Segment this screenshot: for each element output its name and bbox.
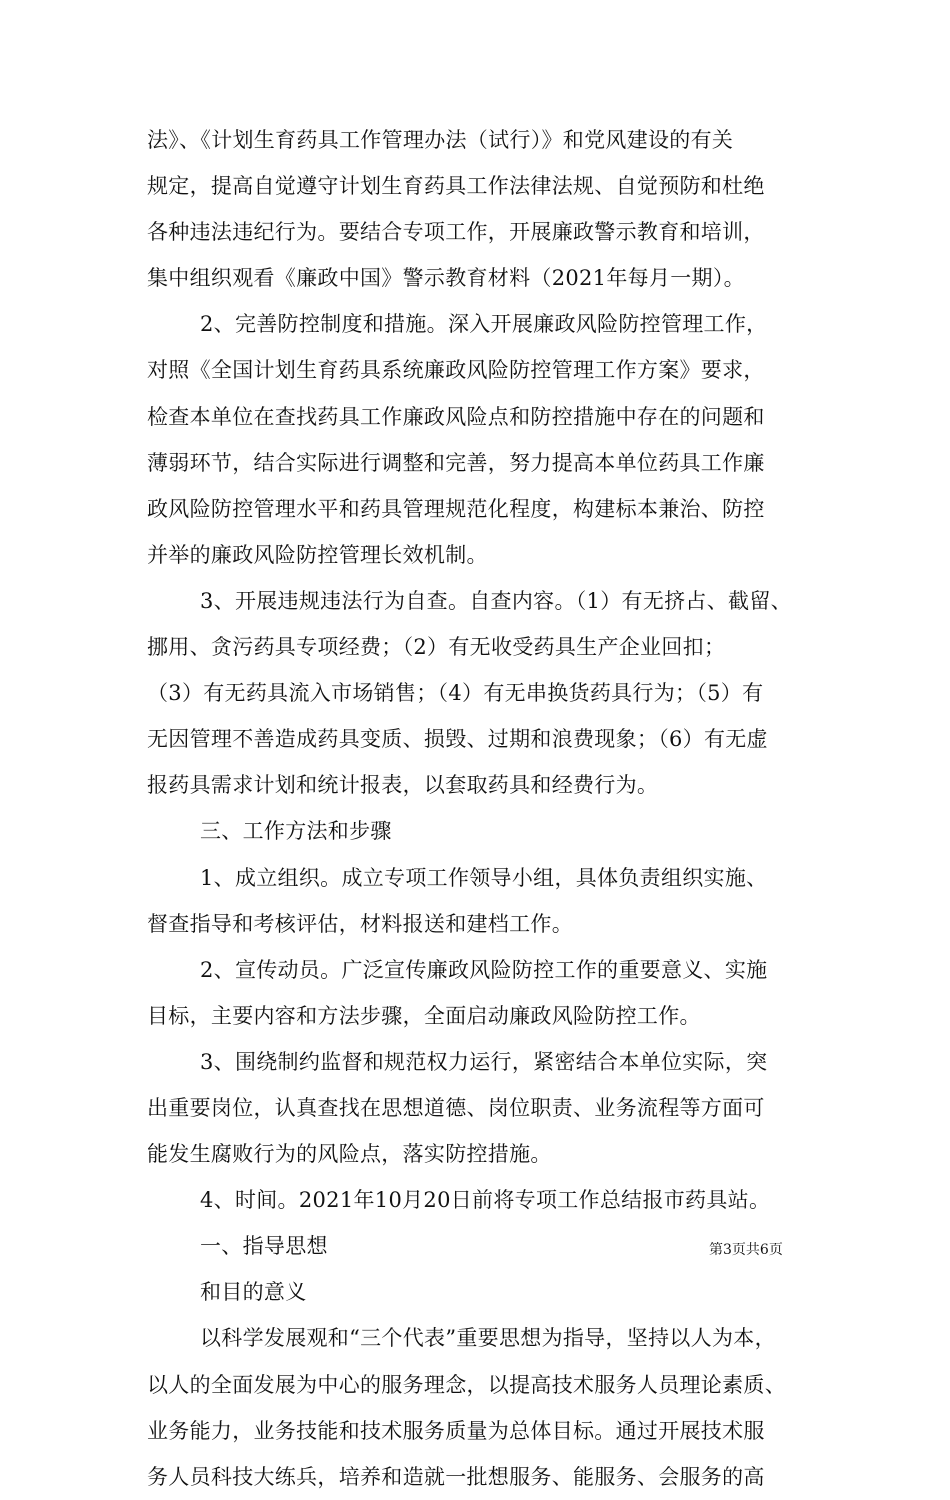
page-number-footer: 第3页共6页 xyxy=(709,1242,783,1258)
text-line: 以人的全面发展为中心的服务理念，以提高技术服务人员理论素质、 xyxy=(147,1372,786,1397)
text-line: 督查指导和考核评估，材料报送和建档工作。 xyxy=(147,911,573,936)
text-line: 并举的廉政风险防控管理长效机制。 xyxy=(147,542,488,567)
text-line: 3、开展违规违法行为自查。自查内容。（1）有无挤占、截留、 xyxy=(200,588,792,613)
text-line: 以科学发展观和“三个代表”重要思想为指导，坚持以人为本， xyxy=(200,1326,776,1351)
text-line: 集中组织观看《廉政中国》警示教育材料（2021年每月一期）。 xyxy=(147,266,745,291)
text-line: 2、宣传动员。广泛宣传廉政风险防控工作的重要意义、实施 xyxy=(200,957,768,982)
text-line: 2、完善防控制度和措施。深入开展廉政风险防控管理工作， xyxy=(200,312,768,337)
text-line: 报药具需求计划和统计报表，以套取药具和经费行为。 xyxy=(147,773,659,798)
text-line: 政风险防控管理水平和药具管理规范化程度，构建标本兼治、防控 xyxy=(147,496,765,521)
text-line: 对照《全国计划生育药具系统廉政风险防控管理工作方案》要求， xyxy=(147,358,765,383)
text-line: 三、工作方法和步骤 xyxy=(200,819,392,844)
text-line: 检查本单位在查找药具工作廉政风险点和防控措施中存在的问题和 xyxy=(147,404,765,429)
text-line: 目标，主要内容和方法步骤，全面启动廉政风险防控工作。 xyxy=(147,1003,701,1028)
text-line: 无因管理不善造成药具变质、损毁、过期和浪费现象；（6）有无虚 xyxy=(147,727,768,752)
text-line: （3）有无药具流入市场销售；（4）有无串换货药具行为；（5）有 xyxy=(147,681,764,706)
text-line: 法》、《计划生育药具工作管理办法（试行）》和党风建设的有关 xyxy=(147,128,734,152)
text-line: 规定，提高自觉遵守计划生育药具工作法律法规、自觉预防和杜绝 xyxy=(147,174,765,199)
text-line: 3、围绕制约监督和规范权力运行，紧密结合本单位实际，突 xyxy=(200,1049,768,1074)
text-line: 能发生腐败行为的风险点，落实防控措施。 xyxy=(147,1142,552,1167)
text-line: 出重要岗位，认真查找在思想道德、岗位职责、业务流程等方面可 xyxy=(147,1095,765,1120)
text-line: 4、时间。2021年10月20日前将专项工作总结报市药具站。 xyxy=(200,1188,771,1213)
text-line: 挪用、贪污药具专项经费；（2）有无收受药具生产企业回扣； xyxy=(147,635,726,660)
text-line: 薄弱环节，结合实际进行调整和完善，努力提高本单位药具工作廉 xyxy=(147,450,765,475)
text-line: 1、成立组织。成立专项工作领导小组，具体负责组织实施、 xyxy=(200,865,768,890)
text-line: 务人员科技大练兵，培养和造就一批想服务、能服务、会服务的高 xyxy=(147,1464,765,1489)
text-line: 业务能力，业务技能和技术服务质量为总体目标。通过开展技术服 xyxy=(147,1418,765,1443)
document-body xyxy=(147,117,807,1500)
text-line: 一、指导思想 xyxy=(200,1234,328,1259)
text-line: 和目的意义 xyxy=(200,1280,307,1305)
text-line: 各种违法违纪行为。要结合专项工作，开展廉政警示教育和培训， xyxy=(147,220,765,245)
